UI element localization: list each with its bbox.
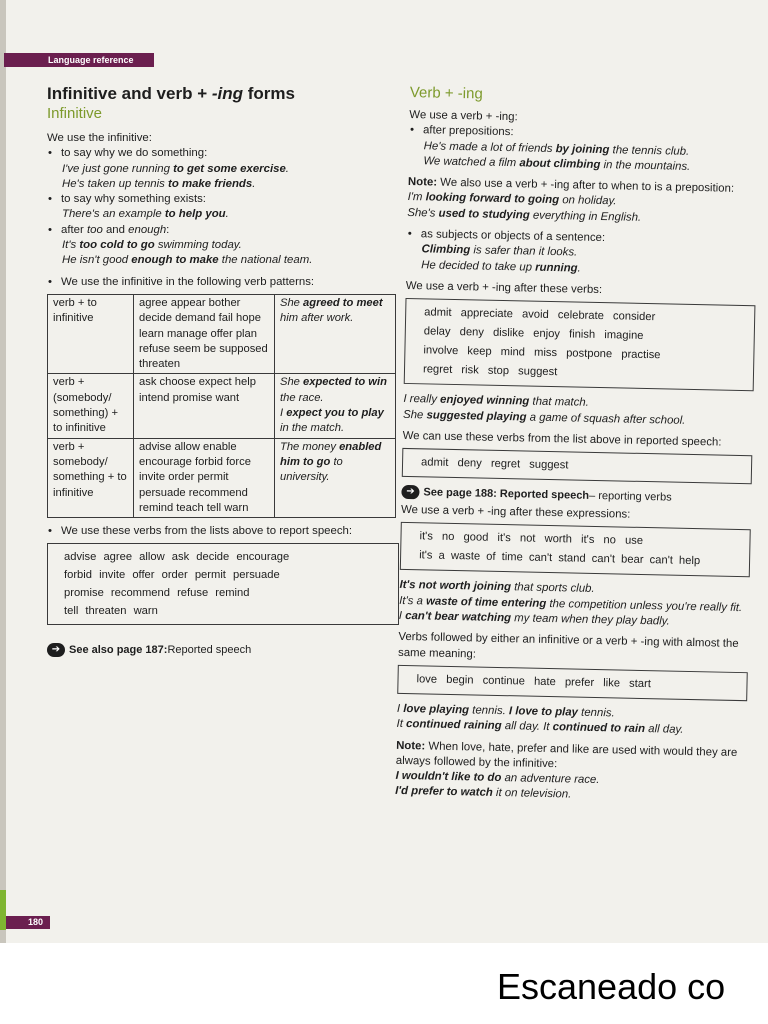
bullet-prepositions: • after prepositions: <box>409 123 759 146</box>
either-intro: Verbs followed by either an infinitive or a verb + -ing with almost the same meaning: <box>397 631 739 661</box>
example: He's taken up tennis to make friends. <box>62 177 256 190</box>
example: There's an example to help you. <box>62 208 229 221</box>
example-cell: The money enabled him to go to university. <box>275 438 396 517</box>
example: I wouldn't like to do an adventure race. <box>395 769 600 787</box>
infinitive-intro: We use the infinitive: <box>47 132 152 144</box>
table-row <box>48 374 396 438</box>
arrow-icon: ➔ <box>47 643 65 657</box>
ing-verbs-box: admit appreciate avoid celebrate consider delay deny dislike enjoy finish imagine involve keep mind miss postpone practise regret risk stop suggest <box>404 298 756 391</box>
example: I love playing tennis. I love to play tennis. <box>396 702 615 720</box>
bullet-too-enough: • after too and enough: <box>47 223 399 238</box>
example: He isn't good enough to make the national team. <box>62 254 313 267</box>
right-column <box>395 84 760 807</box>
example: It continued raining all day. It continued to rain all day. <box>396 718 684 737</box>
bullet-verb-patterns: • We use the infinitive in the following verb patterns: <box>47 275 399 290</box>
infinitive-heading: Infinitive <box>47 105 103 122</box>
example: He decided to take up running. <box>421 258 581 275</box>
page-spine <box>0 0 6 943</box>
table-row <box>48 438 396 517</box>
verb-ing-heading: Verb + -ing <box>409 84 483 103</box>
note-would: Note: When love, hate, prefer and like are used with would they are always followed by the infinitive: <box>395 739 738 771</box>
example: I really enjoyed winning that match. <box>403 393 589 410</box>
header-tab: Language reference <box>4 53 154 67</box>
bullet-why-exists: • to say why something exists: <box>47 192 399 207</box>
expressions-intro: We use a verb + -ing after these expressions: <box>400 504 631 521</box>
left-column <box>47 84 399 657</box>
pattern-cell: verb + (somebody/ something) + to infinitive <box>48 374 134 438</box>
example: It's a waste of time entering the competition unless you're really fit. <box>399 594 743 614</box>
expressions-box: it's no good it's not worth it's no use it's a waste of time can't stand can't bear can't help <box>400 522 751 577</box>
table-row <box>48 294 396 373</box>
example: We watched a film about climbing in the mountains. <box>423 155 691 173</box>
example: I can't bear watching my team when they play badly. <box>398 609 670 628</box>
see-also-link[interactable]: ➔ See also page 187: Reported speech <box>47 643 399 657</box>
example-cell: She expected to win the race. I expect you to play in the match. <box>275 374 396 438</box>
verbs-cell: advise allow enable encourage forbid force invite order permit persuade recommend remind teach tell warn <box>134 438 275 517</box>
bullet-subjects: • as subjects or objects of a sentence: <box>407 227 757 250</box>
reported-verbs-box: admit deny regret suggest <box>402 448 753 484</box>
example: He's made a lot of friends by joining the tennis club. <box>423 139 690 158</box>
pattern-cell: verb + to infinitive <box>48 294 134 373</box>
example: She suggested playing a game of squash after school. <box>402 408 686 427</box>
bullet-why-do: • to say why we do something: <box>47 146 399 161</box>
example: It's too cold to go swimming today. <box>62 239 242 252</box>
verbs-cell: agree appear bother decide demand fail hope learn manage offer plan refuse seem be supposed threaten <box>134 294 275 373</box>
example: I've just gone running to get some exercise. <box>62 162 289 175</box>
example: It's not worth joining that sports club. <box>399 579 595 596</box>
example: She's used to studying everything in English. <box>407 206 642 224</box>
verb-patterns-table <box>47 294 396 518</box>
reported-speech-note: We can use these verbs from the list above in reported speech: <box>402 429 722 449</box>
example-cell: She agreed to meet him after work. <box>275 294 396 373</box>
page-number: 180 <box>6 916 50 929</box>
after-verbs-intro: We use a verb + -ing after these verbs: <box>405 279 603 297</box>
page-title: Infinitive and verb + -ing forms <box>47 84 295 103</box>
bullet-report-speech: • We use these verbs from the lists above to report speech: <box>47 524 399 539</box>
example: Climbing is safer than it looks. <box>421 243 578 259</box>
pattern-cell: verb + somebody/ something + to infinitive <box>48 438 134 517</box>
report-verbs-box: advise agree allow ask decide encourage forbid invite offer order permit persuade promise recommend refuse remind tell threaten warn <box>47 543 399 625</box>
example: I'd prefer to watch it on television. <box>395 785 572 801</box>
ing-intro: We use a verb + -ing: <box>409 108 518 124</box>
arrow-icon: ➔ <box>401 485 419 499</box>
example: I'm looking forward to going on holiday. <box>407 191 617 208</box>
either-verbs-box: love begin continue hate prefer like start <box>397 665 748 701</box>
scanner-watermark: Escaneado co <box>497 966 726 1007</box>
verbs-cell: ask choose expect help intend promise want <box>134 374 275 438</box>
note-preposition: Note: We also use a verb + -ing after to when to is a preposition: <box>407 176 735 195</box>
see-page-188-link[interactable]: ➔ See page 188: Reported speech – reporting verbs <box>401 485 751 506</box>
